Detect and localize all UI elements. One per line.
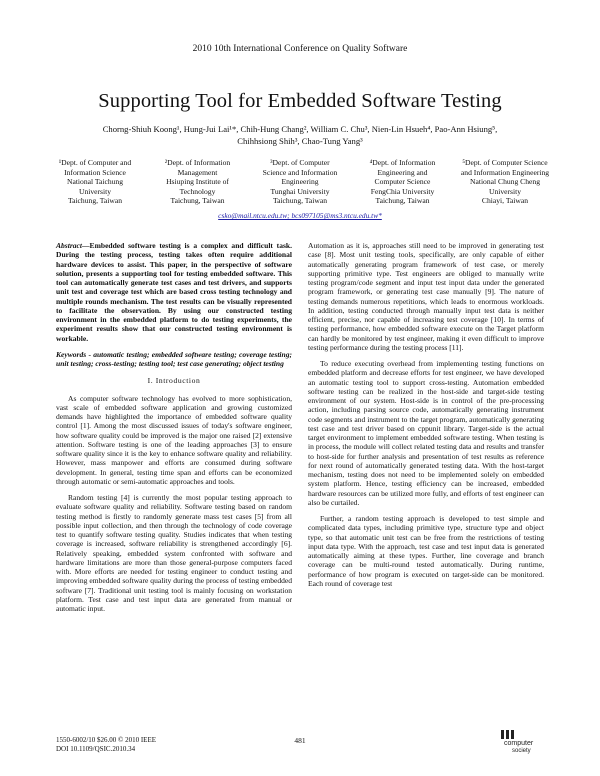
abstract-label: Abstract — [56, 241, 82, 250]
affiliation-2 — [151, 158, 245, 206]
affiliation-line: ⁴Dept. of Information — [369, 158, 436, 167]
affiliation-line: ¹Dept. of Computer and — [58, 158, 132, 167]
affiliation-line: Taichung, Taiwan — [170, 196, 225, 206]
affiliation-line: University — [78, 186, 112, 196]
affiliation-line: University — [488, 186, 522, 196]
affiliation-line: Chiayi, Taiwan — [481, 196, 529, 206]
affiliation-line: Management — [177, 167, 218, 177]
email-links[interactable]: csko@mail.ntcu.edu.tw; bcs097105@ms3.ntcu.edu.tw* — [218, 211, 382, 220]
logo-word-society: society — [512, 748, 531, 754]
paper-title: Supporting Tool for Embedded Software Testing — [98, 90, 502, 112]
affiliation-line: Taichung, Taiwan — [67, 196, 123, 206]
author-line-1: Chorng-Shiuh Koong¹, Hung-Jui Lai¹*, Chih-Hung Chang², William C. Chu³, Nien-Lin Hsueh⁴, Pao-Ann Hsiung⁵, — [102, 124, 498, 134]
logo-word-computer: computer — [504, 740, 534, 747]
affiliation-5 — [458, 158, 552, 206]
affiliations — [48, 158, 552, 206]
affiliation-line: Engineering — [281, 177, 319, 187]
keywords: Keywords - automatic testing; embedded software testing; coverage testing; unit testing; cross-testing; testing tool; test case generating; object testing — [56, 349, 292, 368]
affiliation-line: ⁵Dept. of Computer Science — [462, 158, 548, 167]
affiliation-line: National Taichung — [66, 177, 124, 187]
body-paragraph: As computer software technology has evolved to more sophistication, vast scale of embedded software application and growing customized demands have highlighted the importance of embedded software quality control [1]. Among the most discussed issues of today's software engineer, how software quality could be improved is the major one raised [2] extensive attention. Software testing is one of the leading approaches [3] to ensure software quality since it is the key to enhance software quality and reliability. However, mass manpower and efforts are consumed during software development. In general, testing time span and efforts can be economized through automatic or semi-automatic approaches and tools. — [56, 393, 292, 486]
body-paragraph: Automation as it is, approaches still need to be improved in generating test case [8]. Most unit testing tools, specifically, are only capable of either automatically generating program framework of test case, or merely supporting primitive type. Test engineers are obliged to manually write testing program/code segment and input test input data under the generated program framework, or generating test case manually [9]. The nature of testing demands numerous repetitions, which leads to enormous workloads. In addition, testing conducted through manually input test data is neither efficient, precise, nor capable of increasing test coverage [10]. In terms of testing performance, how embedded software execute on the Target platform can hardly be monitored by test engineer, making it even difficult to improve testing performance during the testing process [11]. — [308, 241, 544, 352]
affiliation-line: Information Science — [64, 167, 126, 177]
affiliation-line: Computer Science — [374, 177, 431, 187]
conference-header: 2010 10th International Conference on Quality Software — [192, 44, 408, 54]
abstract-text: —Embedded software testing is a complex and difficult task. During the testing process, testing takes often require additional hardware devices to assist. This paper, in the perspective of software solution, presents a supporting tool for testing embedded software. This tool can automatically generate test cases and test drivers, and supports unit test and coverage test which are based cross testing technology and multiple rounds mechanism. The test results can be visually represented to facilitate the observation. By using our constructed testing environment in the embedded platform to do testing experiments, the experiment results show that our constructed testing environment is workable. — [56, 241, 292, 343]
body-paragraph: To reduce executing overhead from implementing testing functions on embedded platform and decrease efforts for test engineer, we have developed an automatic testing tool to support cross-testing. Automation embedded software testing can be realized in the host-side and target-side testing environment of our system. Host-side is in control of the pre-processing action, including parsing source code, automatically generating instrument code segments and instrument to the target program, automatically generating test case and test driver based on cppunit library. Target-side is the actual target environment to implement embedded software testing. When testing is in process, the module will collect related testing data and results and transfer to host-side for further analysis and presentation of test results as reference for next round of automatically generated testing data. With the host-target mechanism, testing does not need to be implemented solely on embedded system platform. Hence, testing efficiency can be increased, embedded hardware resources can be utilized more fully, and efforts of test engineer can also be curtailed. — [308, 359, 544, 507]
affiliation-line: Taichung, Taiwan — [375, 196, 430, 206]
author-line-2: Chihhsiong Shih³, Chao-Tung Yang³ — [237, 135, 363, 146]
body-paragraph: Further, a random testing approach is developed to test simple and complicated data types, including primitive type, structure type and object type, so that automatic unit test can be free from the restrictions of testing input data type. With the approach, test case and test input data is generated automatically aiming at these types. Further, line coverage and branch coverage can be multi-round tested automatically. During runtime, performance of how program is executed on target-side can be monitored. Each round of coverage test — [308, 514, 544, 588]
affiliation-line: and Information Engineering — [460, 167, 550, 177]
right-column — [308, 241, 544, 595]
body-paragraph: Random testing [4] is currently the most popular testing approach to evaluate software quality and reliability. Software testing based on random testing method is firstly to randomly generate mass test cases [5] from all possible input collection, and then through the technology of code coverage test to quantify software testing quality. Studies indicates that when testing coverage is increased, software reliability is strengthened accordingly [6]. Relatively speaking, embedded system confronted with software and hardware limitations are more than those general-purpose computers faced with. More efforts are needed for testing engineer to conduct testing and improving embedded software quality during the process of testing embedded software [7]. Traditional unit testing tool is mainly focusing on workstation platform. Test case and test input data are generated from manual or automatic input. — [56, 493, 292, 613]
abstract — [56, 241, 292, 343]
section-heading-introduction: I. Introduction — [147, 376, 201, 386]
affiliation-1 — [48, 158, 142, 206]
affiliation-line: Technology — [179, 186, 216, 196]
affiliation-3 — [253, 158, 347, 206]
affiliation-line: Hsiuping Institute of — [166, 177, 229, 187]
affiliation-line: FengChia University — [370, 186, 435, 196]
affiliation-line: ²Dept. of Information — [164, 158, 231, 167]
footer-price-line: 1550-6002/10 $26.00 © 2010 IEEE — [56, 736, 157, 744]
footer-doi: DOI 10.1109/QSIC.2010.34 — [56, 744, 136, 753]
affiliation-line: National Chung Cheng — [469, 177, 541, 187]
affiliation-line: Engineering and — [377, 167, 428, 177]
affiliation-line: Science and Information — [262, 167, 338, 177]
page-number: 481 — [294, 736, 306, 745]
author-list — [60, 124, 540, 147]
computer-society-logo — [498, 728, 554, 754]
affiliation-line: Taichung, Taiwan — [272, 196, 328, 206]
affiliation-line: ³Dept. of Computer — [270, 158, 330, 167]
affiliation-line: Tunghai University — [270, 186, 330, 196]
left-column — [56, 241, 292, 620]
affiliation-4 — [356, 158, 450, 206]
